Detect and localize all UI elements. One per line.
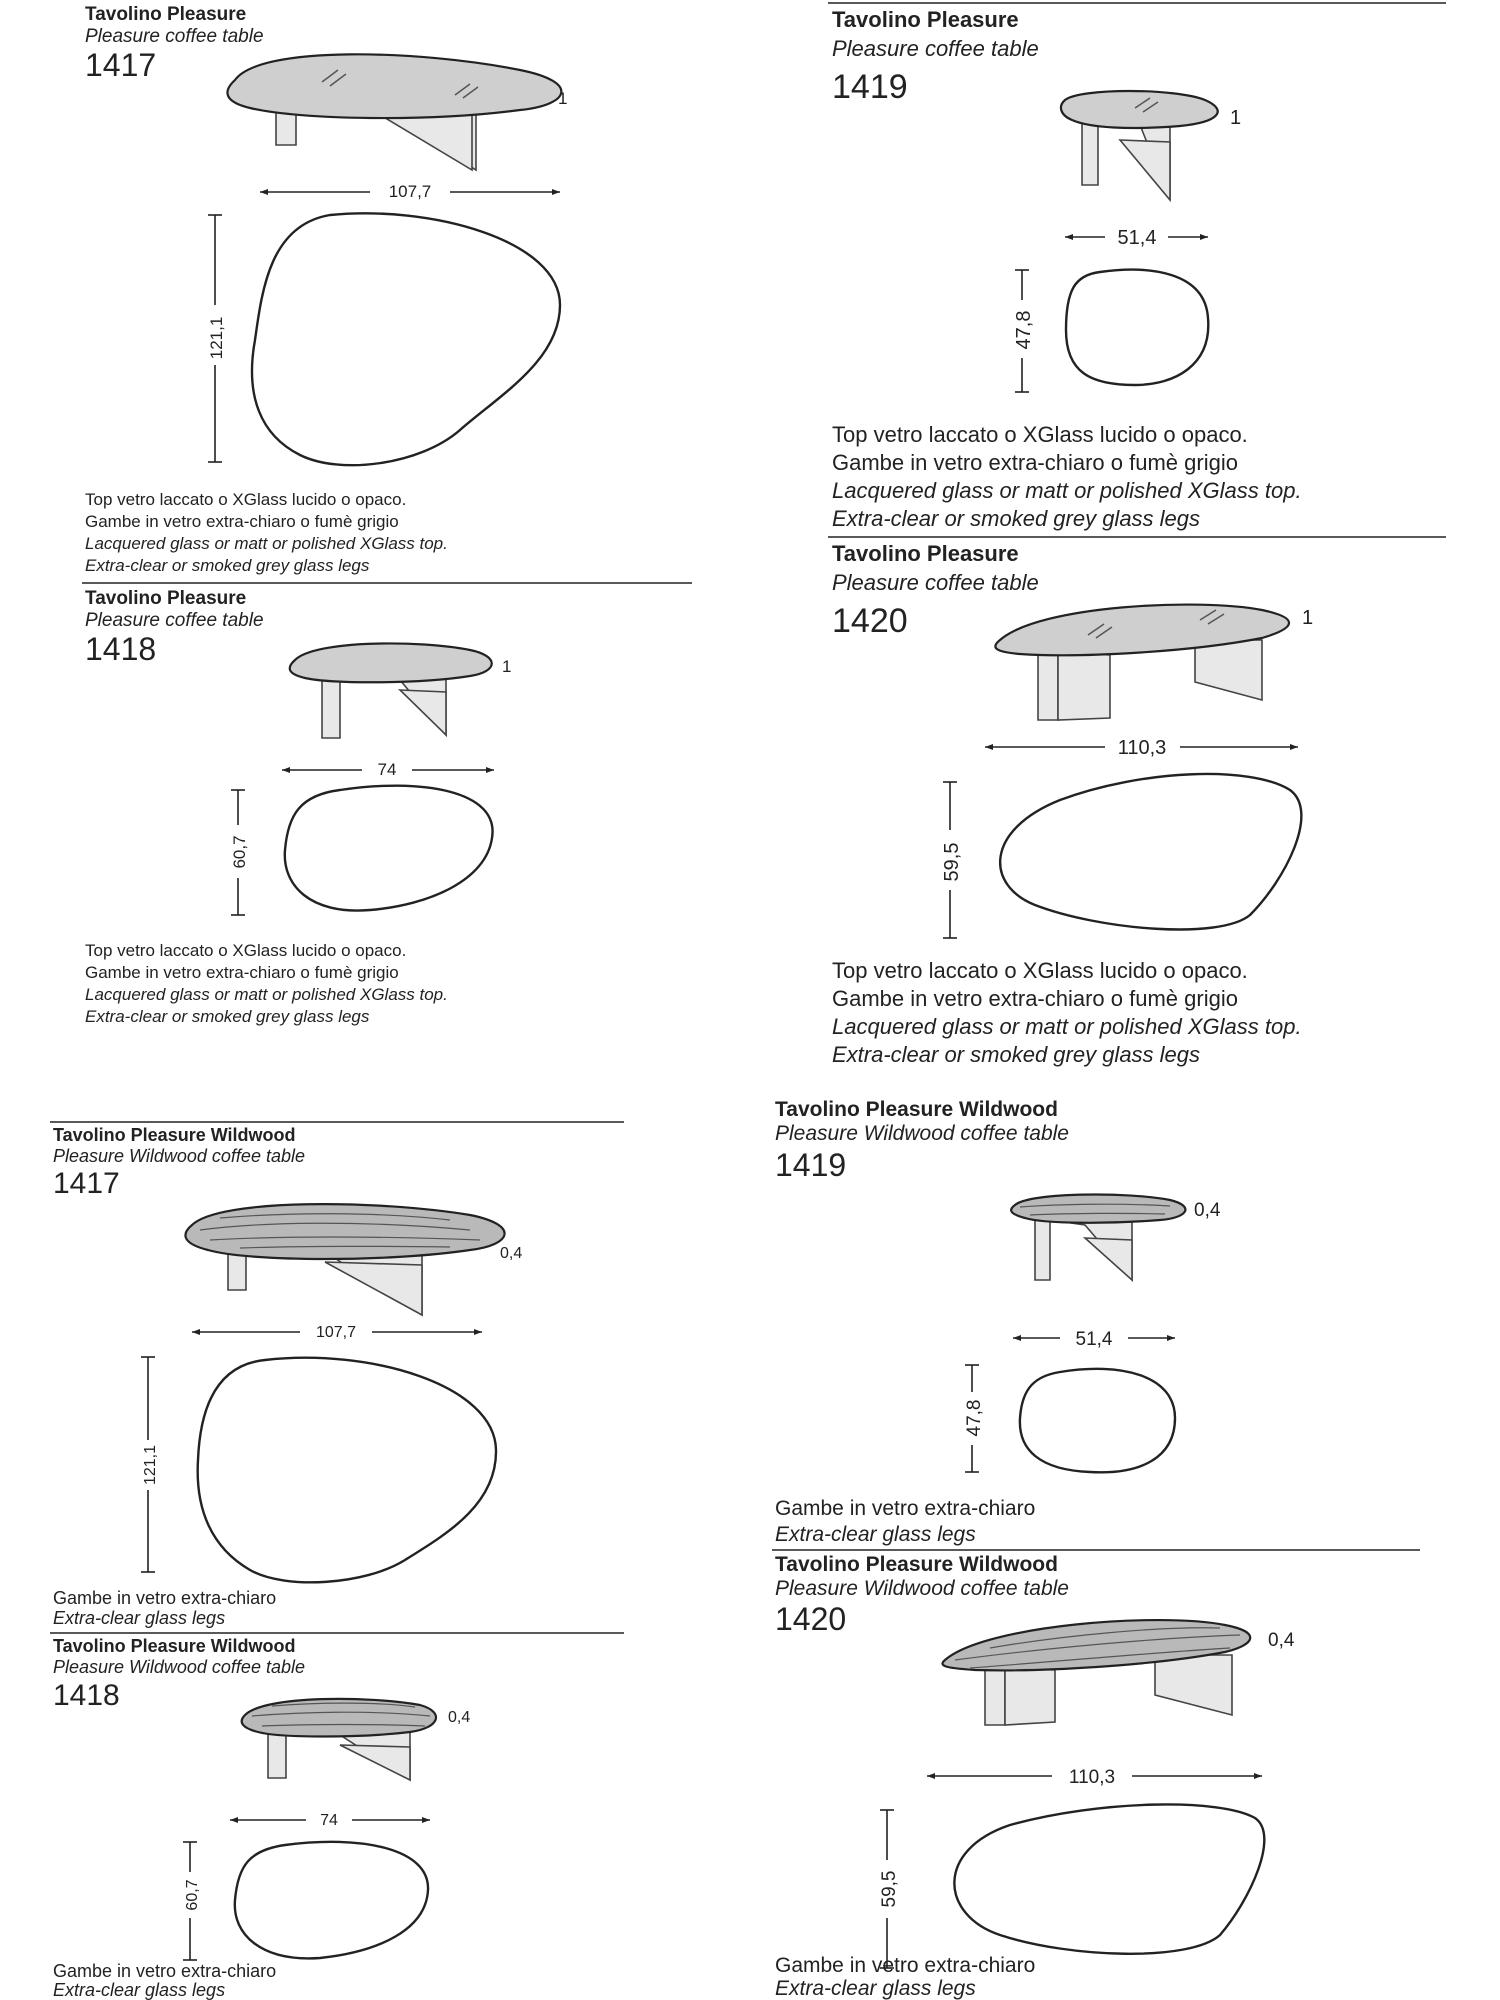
svg-text:Gambe in vetro extra-chiaro: Gambe in vetro extra-chiaro (775, 1954, 1036, 1977)
width-label: 74 (377, 760, 397, 779)
depth-label: 47,8 (1013, 310, 1035, 350)
section-title: Tavolino Pleasure Wildwood (775, 1098, 1058, 1121)
section-subtitle: Pleasure Wildwood coffee table (53, 1146, 305, 1166)
section-pleasure-1419 (832, 7, 1302, 531)
thickness-label: 1 (1302, 607, 1314, 629)
svg-text:Extra-clear or smoked grey gla: Extra-clear or smoked grey glass legs (832, 1042, 1201, 1067)
thickness-label: 1 (1230, 107, 1242, 129)
section-wildwood-1418 (53, 1636, 470, 2000)
product-code: 1419 (832, 68, 908, 106)
width-label: 74 (320, 1812, 338, 1829)
spec-text (775, 1497, 1035, 1546)
svg-text:Extra-clear glass legs: Extra-clear glass legs (775, 1977, 976, 2000)
svg-text:Gambe in vetro extra-chiaro o: Gambe in vetro extra-chiaro o fumè grigio (85, 512, 399, 531)
thickness-label: 1 (502, 657, 512, 676)
svg-text:Extra-clear glass legs: Extra-clear glass legs (775, 1523, 976, 1546)
section-subtitle: Pleasure coffee table (85, 610, 264, 631)
top-view-outline (954, 1804, 1264, 1953)
spec-text (832, 958, 1302, 1067)
svg-text:Lacquered glass or matt or pol: Lacquered glass or matt or polished XGlass top. (85, 534, 448, 553)
side-view-table (1011, 1195, 1185, 1280)
side-view-table (227, 54, 561, 170)
section-title: Tavolino Pleasure Wildwood (53, 1636, 296, 1656)
svg-text:Extra-clear glass legs: Extra-clear glass legs (53, 1980, 226, 2000)
section-pleasure-1420 (832, 541, 1313, 1067)
width-label: 110,3 (1117, 737, 1167, 759)
spec-text (85, 941, 448, 1026)
section-subtitle: Pleasure coffee table (832, 36, 1039, 61)
product-code: 1418 (53, 1679, 120, 1712)
depth-label: 59,5 (879, 1870, 900, 1908)
section-wildwood-1417 (53, 1125, 522, 1628)
width-label: 51,4 (1117, 227, 1157, 249)
svg-text:Top vetro laccato o XGlass luc: Top vetro laccato o XGlass lucido o opaco. (85, 941, 407, 960)
top-view-outline (235, 1842, 428, 1959)
spec-text (832, 422, 1302, 531)
thickness-label: 0,4 (1268, 1630, 1295, 1651)
depth-label: 59,5 (941, 842, 963, 882)
side-view-table (995, 605, 1289, 720)
section-title: Tavolino Pleasure (832, 7, 1019, 32)
svg-text:Extra-clear glass legs: Extra-clear glass legs (53, 1608, 226, 1628)
product-code: 1417 (53, 1167, 120, 1200)
thickness-label: 0,4 (448, 1709, 471, 1726)
section-title: Tavolino Pleasure Wildwood (53, 1125, 296, 1145)
section-subtitle: Pleasure Wildwood coffee table (775, 1577, 1069, 1600)
section-pleasure-1418 (85, 588, 511, 1026)
top-view-outline (1020, 1369, 1175, 1473)
top-view-outline (1000, 774, 1301, 929)
svg-text:Lacquered glass or matt or pol: Lacquered glass or matt or polished XGlass top. (85, 985, 448, 1004)
spec-text (85, 490, 448, 575)
depth-label: 121,1 (142, 1444, 159, 1486)
svg-text:Lacquered glass or matt or pol: Lacquered glass or matt or polished XGlass top. (832, 1014, 1302, 1039)
svg-text:Extra-clear or smoked grey gla: Extra-clear or smoked grey glass legs (832, 506, 1201, 531)
svg-text:Top vetro laccato o XGlass luc: Top vetro laccato o XGlass lucido o opaco. (832, 422, 1248, 447)
section-subtitle: Pleasure coffee table (85, 26, 264, 47)
svg-text:Extra-clear or smoked grey gla: Extra-clear or smoked grey glass legs (85, 1007, 370, 1026)
spec-text (775, 1954, 1035, 2000)
top-view-outline (252, 213, 560, 465)
section-title: Tavolino Pleasure (832, 541, 1019, 566)
svg-text:Lacquered glass or matt or pol: Lacquered glass or matt or polished XGlass top. (832, 478, 1302, 503)
spec-text (53, 1588, 276, 1628)
spec-text (53, 1961, 276, 2000)
svg-text:Gambe in vetro extra-chiaro: Gambe in vetro extra-chiaro (53, 1588, 277, 1608)
section-subtitle: Pleasure Wildwood coffee table (775, 1122, 1069, 1145)
depth-label: 60,7 (184, 1879, 201, 1911)
section-pleasure-1417 (85, 4, 567, 575)
depth-label: 60,7 (230, 835, 249, 869)
svg-text:Extra-clear or smoked grey gla: Extra-clear or smoked grey glass legs (85, 556, 370, 575)
section-subtitle: Pleasure coffee table (832, 570, 1039, 595)
svg-text:Gambe in vetro extra-chiaro o: Gambe in vetro extra-chiaro o fumè grigio (832, 450, 1238, 475)
section-subtitle: Pleasure Wildwood coffee table (53, 1657, 305, 1677)
section-wildwood-1419 (775, 1098, 1221, 1546)
side-view-table (185, 1204, 504, 1315)
width-label: 51,4 (1075, 1329, 1113, 1350)
side-view-table (290, 643, 492, 738)
section-wildwood-1420 (775, 1553, 1295, 2000)
width-label: 107,7 (315, 1324, 357, 1341)
svg-text:Gambe in vetro extra-chiaro: Gambe in vetro extra-chiaro (53, 1961, 277, 1981)
svg-text:Top vetro laccato o XGlass luc: Top vetro laccato o XGlass lucido o opaco. (832, 958, 1248, 983)
width-label: 107,7 (388, 182, 432, 201)
width-label: 110,3 (1068, 1767, 1116, 1788)
top-view-outline (1066, 270, 1208, 385)
thickness-label: 0,4 (1194, 1200, 1221, 1221)
section-title: Tavolino Pleasure Wildwood (775, 1553, 1058, 1576)
side-view-table (242, 1699, 436, 1780)
thickness-label: 1 (558, 89, 568, 108)
side-view-table (943, 1620, 1251, 1725)
product-code: 1417 (85, 47, 157, 83)
svg-text:Gambe in vetro extra-chiaro: Gambe in vetro extra-chiaro (775, 1497, 1036, 1520)
depth-label: 121,1 (207, 316, 226, 360)
thickness-label: 0,4 (500, 1245, 523, 1262)
product-code: 1418 (85, 631, 157, 667)
top-view-outline (285, 786, 493, 911)
product-code: 1420 (832, 602, 908, 640)
section-title: Tavolino Pleasure (85, 4, 247, 25)
svg-text:Gambe in vetro extra-chiaro o: Gambe in vetro extra-chiaro o fumè grigio (832, 986, 1238, 1011)
product-code: 1419 (775, 1147, 847, 1183)
top-view-outline (198, 1358, 496, 1583)
product-code: 1420 (775, 1601, 847, 1637)
svg-text:Gambe in vetro extra-chiaro o: Gambe in vetro extra-chiaro o fumè grigio (85, 963, 399, 982)
depth-label: 47,8 (964, 1399, 985, 1437)
svg-text:Top vetro laccato o XGlass luc: Top vetro laccato o XGlass lucido o opaco. (85, 490, 407, 509)
section-title: Tavolino Pleasure (85, 588, 247, 609)
side-view-table (1061, 91, 1218, 200)
